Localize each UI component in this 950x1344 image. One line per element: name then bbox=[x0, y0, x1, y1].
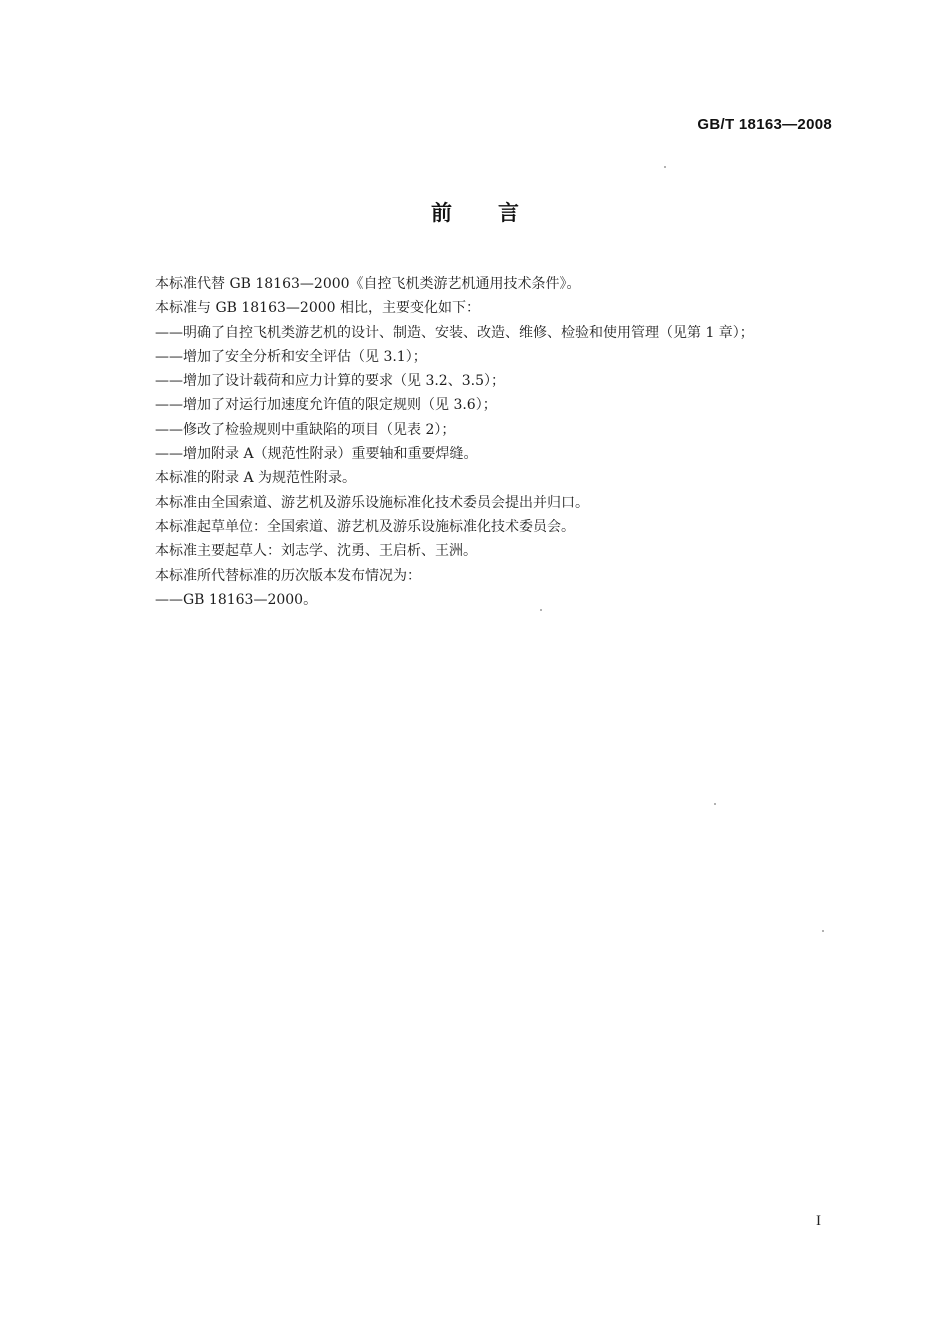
scan-speck bbox=[664, 166, 666, 168]
scan-speck bbox=[822, 930, 824, 932]
page-title: 前言 bbox=[431, 201, 565, 225]
paragraph-proposer: 本标准由全国索道、游艺机及游乐设施标准化技术委员会提出并归口。 bbox=[155, 494, 589, 511]
scan-speck bbox=[714, 803, 716, 805]
history-item: ——GB 18163—2000。 bbox=[155, 591, 318, 608]
paragraph-replaces: 本标准代替 GB 18163—2000《自控飞机类游艺机通用技术条件》。 bbox=[155, 276, 581, 292]
change-item: ——修改了检验规则中重缺陷的项目（见表 2）； bbox=[155, 421, 456, 438]
change-item: ——增加了设计载荷和应力计算的要求（见 3.2、3.5）； bbox=[155, 373, 505, 390]
change-item: ——增加了对运行加速度允许值的限定规则（见 3.6）； bbox=[155, 397, 497, 414]
change-item: ——增加了安全分析和安全评估（见 3.1）； bbox=[155, 348, 427, 365]
paragraph-drafters: 本标准主要起草人：刘志学、沈勇、王启析、王洲。 bbox=[155, 543, 477, 560]
scan-speck bbox=[540, 609, 542, 611]
paragraph-annex: 本标准的附录 A 为规范性附录。 bbox=[155, 470, 357, 487]
page-number: I bbox=[816, 1213, 821, 1229]
paragraph-changes-intro: 本标准与 GB 18163—2000 相比，主要变化如下： bbox=[155, 300, 480, 317]
standard-code: GB/T 18163—2008 bbox=[697, 116, 832, 133]
change-item: ——增加附录 A（规范性附录）重要轴和重要焊缝。 bbox=[155, 446, 478, 463]
change-item: ——明确了自控飞机类游艺机的设计、制造、安装、改造、维修、检验和使用管理（见第 1 章）； bbox=[155, 324, 754, 341]
document-body bbox=[155, 272, 845, 612]
paragraph-drafting-unit: 本标准起草单位：全国索道、游艺机及游乐设施标准化技术委员会。 bbox=[155, 518, 575, 535]
paragraph-history-intro: 本标准所代替标准的历次版本发布情况为： bbox=[155, 567, 421, 584]
